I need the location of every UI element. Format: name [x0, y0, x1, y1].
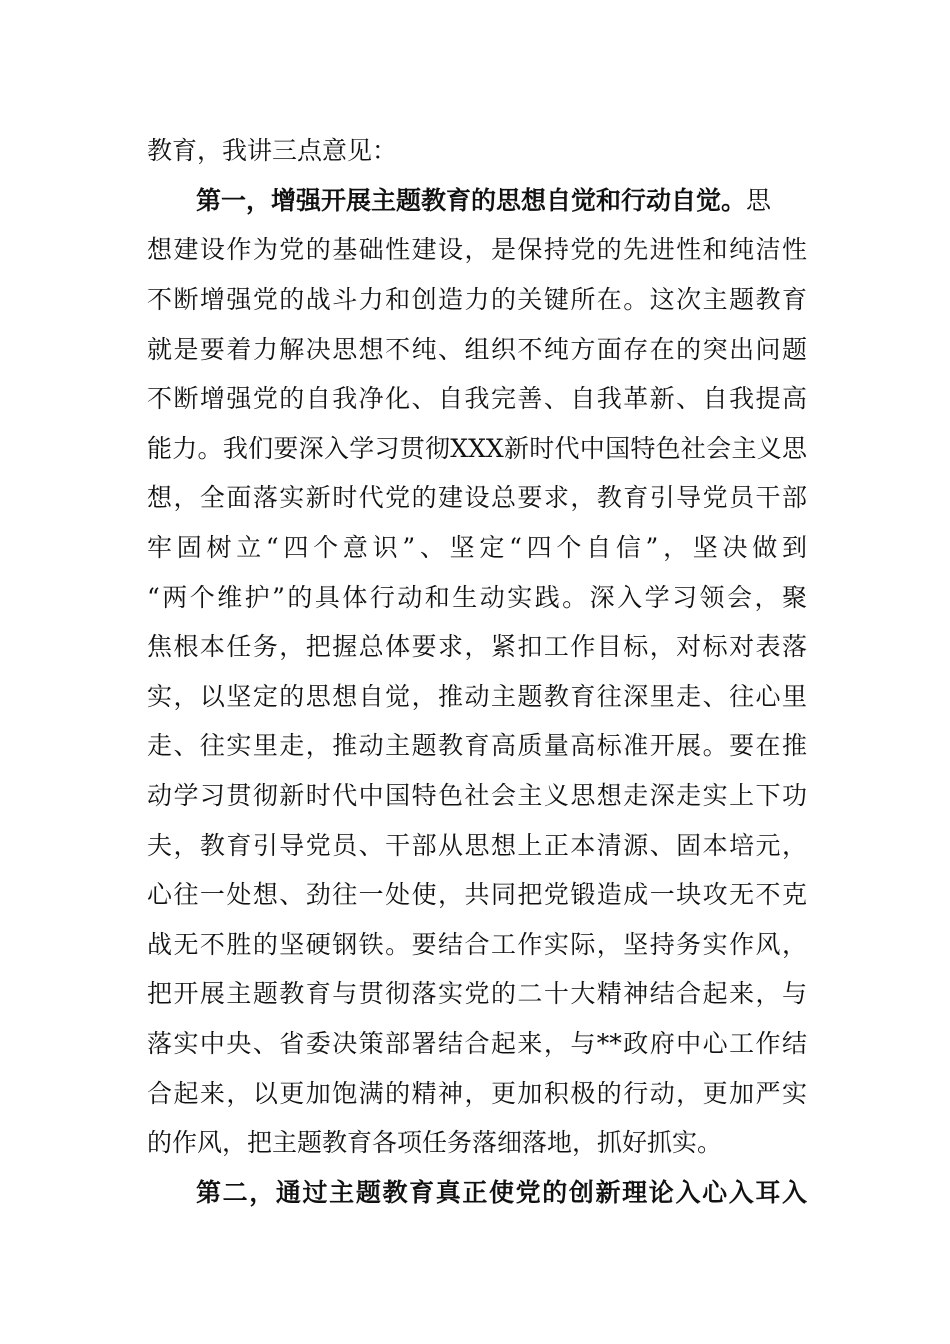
text-line: 能力。我们要深入学习贯彻XXX新时代中国特色社会主义思 [147, 434, 807, 463]
text-line: 不断增强党的自我净化、自我完善、自我革新、自我提高 [147, 384, 807, 413]
paragraph-1-lead: 思 [746, 186, 772, 215]
text-line: 教育，我讲三点意见： [147, 136, 398, 165]
text-line: 想，全面落实新时代党的建设总要求，教育引导党员干部 [147, 483, 807, 512]
text-line: 把开展主题教育与贯彻落实党的二十大精神结合起来，与 [147, 979, 807, 1008]
paragraph-1-heading: 第一，增强开展主题教育的思想自觉和行动自觉。 [196, 186, 747, 215]
text-line: 合起来，以更加饱满的精神，更加积极的行动，更加严实 [147, 1079, 807, 1108]
text-line: 落实中央、省委决策部署结合起来，与**政府中心工作结 [147, 1029, 807, 1058]
text-line: 心往一处想、劲往一处使，共同把党锻造成一块攻无不克 [147, 880, 807, 909]
text-line: 想建设作为党的基础性建设，是保持党的先进性和纯洁性 [147, 235, 807, 264]
text-line: 战无不胜的坚硬钢铁。要结合工作实际，坚持务实作风， [147, 930, 807, 959]
text-line: 就是要着力解决思想不纯、组织不纯方面存在的突出问题 [147, 335, 807, 364]
text-line: 牢固树立“四个意识”、坚定“四个自信”，坚决做到 [147, 533, 807, 562]
text-line: 夫，教育引导党员、干部从思想上正本清源、固本培元， [147, 831, 807, 860]
paragraph-2-heading: 第二，通过主题教育真正使党的创新理论入心入耳入 [196, 1178, 807, 1207]
text-line: “两个维护”的具体行动和生动实践。深入学习领会，聚 [147, 583, 807, 612]
text-line: 不断增强党的战斗力和创造力的关键所在。这次主题教育 [147, 285, 807, 314]
text-line: 走、往实里走，推动主题教育高质量高标准开展。要在推 [147, 731, 807, 760]
text-line: 实，以坚定的思想自觉，推动主题教育往深里走、往心里 [147, 682, 807, 711]
text-line: 的作风，把主题教育各项任务落细落地，抓好抓实。 [147, 1128, 723, 1157]
paragraph-1-line [196, 181, 807, 221]
text-line: 焦根本任务，把握总体要求，紧扣工作目标，对标对表落 [147, 632, 807, 661]
text-line: 动学习贯彻新时代中国特色社会主义思想走深走实上下功 [147, 781, 807, 810]
